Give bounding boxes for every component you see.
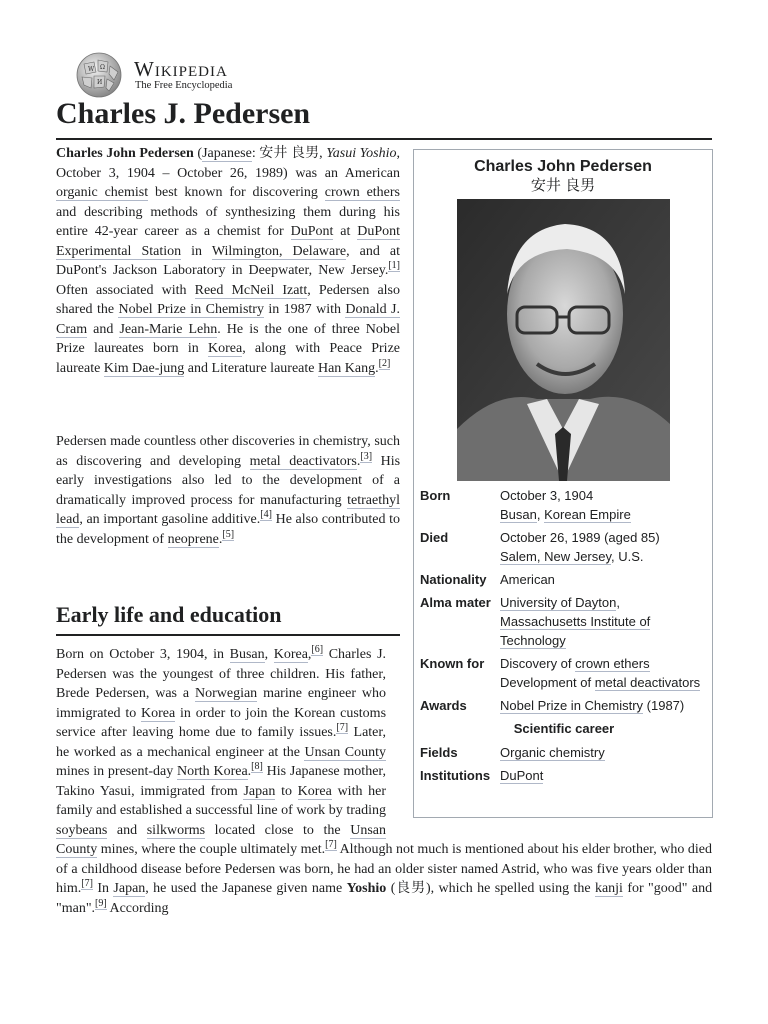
wikipedia-wordmark: Wikipedia [134,57,228,81]
text: marine engineer who immigrated to [56,686,387,721]
ref-2[interactable]: [2] [378,357,391,369]
link-japan[interactable]: Japan [243,783,276,799]
ref-9[interactable]: [9] [95,897,107,909]
infobox-row-institutions [420,766,708,785]
value-awards [500,696,708,715]
label-fields: Fields [420,745,458,760]
ref-7[interactable]: [7] [325,839,337,851]
text: located close to the [214,822,341,838]
text: best known for discovering [155,185,318,200]
link-japan[interactable]: Japan [113,881,146,896]
text: , Pedersen also shared the [56,282,401,317]
link-korea[interactable]: Korea [273,647,308,662]
link-korean-empire[interactable]: Korean Empire [544,507,631,522]
link-nobel[interactable]: Nobel Prize in Chemistry [500,698,644,713]
intro-paragraph: Charles John Pedersen (Japanese: 安井 良男, Yasui Yoshio, October 3, 1904 – October 26, 1989) was an American organic chemist best known for discovering crown ethers and describing methods of synthesizing them during his entire 42-year career as a chemist for DuPont at DuPont Experimental Station in Wilmington, Delaware, and at DuPont's Jackson Laboratory in Deepwater, New Jersey.[1] Often associated with Reed McNeil Izatt, Pedersen also shared the Nobel Prize in Chemistry in 1987 with Donald J. Cram and Jean-Marie Lehn. He is the one of three Nobel Prize laureates born in Korea, along with Peace Prize laureate Kim Dae-jung and Literature laureate Han Kang.[2] [56,146,401,376]
given-name: Yoshio [346,881,387,896]
value-fields [500,743,708,762]
born-date: October 3, 1904 [500,488,594,503]
link-dayton[interactable]: University of Dayton [500,595,617,610]
link-korea[interactable]: Korea [207,341,243,356]
text: His early investigations also led to the development of a dramatically improved process for manufacturing [56,453,401,508]
infobox-row-nationality [420,570,708,589]
link-crown-ethers[interactable]: crown ethers [324,185,401,200]
link-han-kang[interactable]: Han Kang [317,360,376,376]
text: with her family and established a successful line of work by trading [56,783,387,818]
link-korea[interactable]: Korea [297,783,332,799]
value-born: October 3, 1904 Busan, Korean Empire [500,488,631,522]
link-north-korea[interactable]: North Korea [177,764,248,779]
link-neoprene[interactable]: neoprene [167,531,219,547]
died-country: , U.S. [611,549,644,564]
portrait-photo[interactable] [457,199,670,481]
svg-text:И: И [97,79,103,86]
text: in [191,243,203,259]
link-soybeans[interactable]: soybeans [56,822,108,838]
link-metal-deactivators[interactable]: metal deactivators [249,453,357,469]
early-life-paragraph: Born on October 3, 1904, in Busan, Korea,[6] Charles J. Pedersen was the youngest of three children. His father, Brede Pedersen, was a Norwegian marine engineer who immigrated to Korea in order to join the Korean customs service after leaving home due to family issues.[7] Later, he worked as a mechanical engineer at the Unsan County mines in present-day North Korea.[8] His Japanese mother, Takino Yasui, immigrated from Japan to Korea with her family and established a successful line of work by trading soybeans and silkworms located close to the Unsan County mines, where the couple ultimately met.[7] Although not much is mentioned about his elder brother, who died of a childhood disease before Pedersen was born, he had an older sister named Astrid, who was five years older than him.[7] In Japan, he used the Japanese given name Yoshio (良男), which he spelled using the kanji for "good" and "man".[9] According [56,644,713,916]
label-alma-mater: Alma mater [420,595,491,610]
link-unsan-county[interactable]: Unsan County [304,744,386,760]
ref-5[interactable]: [5] [222,528,235,540]
text: mines in present-day [56,764,174,779]
link-wilmington[interactable]: Wilmington, Delaware [211,243,347,259]
link-dupont-station[interactable]: DuPont Experimental Station [56,224,401,259]
romaji-name: Yasui Yoshio [326,146,397,161]
link-korea[interactable]: Korea [141,705,176,721]
link-metal-deactivators[interactable]: metal deactivators [594,675,701,690]
link-dupont[interactable]: DuPont [290,224,334,239]
ref-3[interactable]: [3] [360,450,373,462]
died-date: October 26, 1989 (aged 85) [500,530,660,545]
text: for "good" and "man". [56,881,713,916]
native-name: 安井 良男 [259,146,320,161]
text: , an important gasoline additive. [79,512,261,527]
text: and Literature laureate [187,360,315,376]
label-known-for: Known for [420,656,485,671]
text: in order to join the Korean customs service after leaving home due to family issues. [56,705,387,740]
infobox-career-heading: Scientific career [513,721,615,736]
value-died [500,528,708,566]
text: Discovery of [500,656,572,671]
awards-year: (1987) [643,698,685,713]
link-kanji[interactable]: kanji [594,881,623,896]
link-kim[interactable]: Kim Dae-jung [103,360,185,376]
link-crown-ethers[interactable]: crown ethers [575,656,650,671]
link-mit[interactable]: Massachusetts Institute of Technology [500,614,651,648]
link-organic-chemist[interactable]: organic chemist [56,185,149,200]
infobox-row-fields [420,743,708,762]
wikipedia-globe-icon [74,52,124,98]
text: , along with Peace Prize laureate [56,341,401,376]
label-nationality: Nationality [420,572,487,587]
text: Born on October 3, 1904, in [56,647,224,662]
infobox-row-born [420,486,708,524]
text: , and at DuPont's Jackson Laboratory in Deepwater, New Jersey. [56,243,400,278]
value-known-for [500,654,708,692]
text: In [97,881,110,896]
label-died: Died [420,530,449,545]
link-norwegian[interactable]: Norwegian [194,686,258,701]
svg-text:Ω: Ω [100,64,105,71]
infobox-row-awards [420,696,708,715]
svg-text:W: W [88,66,95,73]
label-awards: Awards [420,698,467,713]
infobox-row-alma-mater [420,593,708,650]
link-cram[interactable]: Donald J. Cram [56,302,401,337]
text: , he used the Japanese given name [145,881,343,896]
ref-6[interactable]: [6] [311,644,324,656]
link-izatt[interactable]: Reed McNeil Izatt [194,282,308,298]
infobox [413,149,713,818]
text: According [109,900,169,916]
text: and describing methods of synthesizing them during his entire 42-year career as a chemist for [56,204,400,239]
label-institutions: Institutions [420,768,491,783]
text: and [116,822,138,838]
text: at [340,224,351,239]
text: and [93,321,114,337]
link-busan[interactable]: Busan [229,647,265,662]
value-nationality: American [500,572,555,587]
link-unsan-county[interactable]: Unsan County [56,822,387,857]
text: mines, where the couple ultimately met. [100,842,326,857]
link-tetraethyl-lead[interactable]: tetraethyl lead [56,492,400,527]
infobox-row-known-for [420,654,708,692]
text: . He is the one of three Nobel Prize laureates born in [56,321,401,356]
ref-4[interactable]: [4] [260,509,272,521]
label-born: Born [420,488,451,503]
text: Pedersen made countless other discoveries in chemistry, such as discovering and developing [56,434,400,469]
link-nobel[interactable]: Nobel Prize in Chemistry [118,302,264,317]
infobox-native-name: 安井 良男 [530,177,596,194]
ref-7[interactable]: [7] [336,722,349,734]
link-busan[interactable]: Busan [500,507,537,522]
link-dupont[interactable]: DuPont [500,768,544,783]
ref-1[interactable]: [1] [388,260,400,272]
portrait-image [457,199,670,481]
infobox-row-died [420,528,708,566]
text: Charles J. Pedersen was the youngest of three children. His father, Brede Pedersen, was a [56,647,387,701]
lead-name: Charles John Pedersen [56,146,194,161]
text: He also contributed to the development of [56,512,401,547]
value-alma-mater: University of Dayton, Massachusetts Institute of Technology [500,595,651,648]
text: ) was an American [283,165,400,181]
text: Often associated with [56,282,187,298]
text: His Japanese mother, Takino Yasui, immigrated from [56,764,387,799]
link-silkworms[interactable]: silkworms [146,822,206,838]
page-title: Charles J. Pedersen [56,95,712,140]
text: Later, he worked as a mechanical engineer at the [56,725,387,760]
ref-8[interactable]: [8] [251,761,263,773]
value-institutions [500,766,708,785]
text: Development of [500,675,592,690]
text: in 1987 with [268,302,341,317]
text: (良男), which he spelled using the [390,881,591,896]
text: Although not much is mentioned about his elder brother, who died of a childhood disease before Pedersen was born, he had an older sister named Astrid, who was five years older than him. [56,842,713,896]
link-japanese[interactable]: Japanese [202,146,252,161]
wikipedia-logo[interactable] [74,52,264,98]
discoveries-paragraph: Pedersen made countless other discoveries in chemistry, such as discovering and developing metal deactivators.[3] His early investigations also led to the development of a dramatically improved process for manufacturing tetraethyl lead, an important gasoline additive.[4] He also contributed to the development of neoprene.[5] [56,434,401,547]
link-salem[interactable]: Salem, New Jersey [500,549,612,564]
link-lehn[interactable]: Jean-Marie Lehn [119,321,218,337]
wikipedia-tagline: The Free Encyclopedia [135,80,233,91]
text: to [281,783,292,799]
ref-7[interactable]: [7] [81,878,93,890]
infobox-title: Charles John Pedersen [474,158,652,175]
infobox-rows [420,486,708,789]
link-organic-chemistry[interactable]: Organic chemistry [500,745,605,760]
life-dates: October 3, 1904 – October 26, 1989 [56,165,284,181]
section-heading-early-life: Early life and education [56,600,400,636]
